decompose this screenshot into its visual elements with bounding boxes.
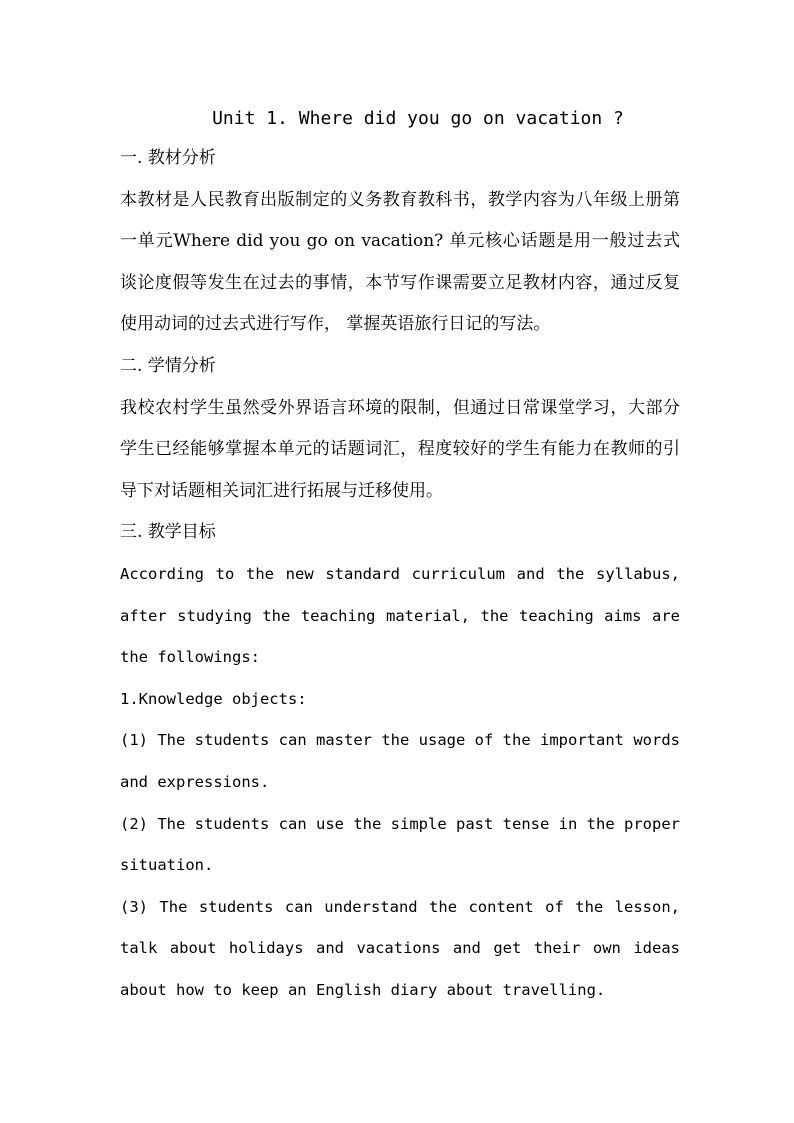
section-text-textbook-analysis: 本教材是人民教育出版制定的义务教育教科书，教学内容为八年级上册第一单元Where did you go on vacation? 单元核心话题是用一般过去式谈论度假等发生在过去的事情，本节写作课需要立足教材内容，通过反复使用动词的过去式进行写作， 掌握英语旅行日记的写法。 — [120, 189, 680, 335]
section-heading-teaching-aims: 三. 教学目标 — [120, 522, 216, 543]
knowledge-item-1: (1) The students can master the usage of the important words and expressions. — [120, 731, 680, 791]
teaching-aims-intro: According to the new standard curriculum and the syllabus, after studying the teaching material, the teaching aims are the followings: — [120, 564, 680, 667]
document-title: Unit 1. Where did you go on vacation ? — [212, 108, 624, 129]
section-text-student-analysis: 我校农村学生虽然受外界语言环境的限制，但通过日常课堂学习，大部分学生已经能够掌握本单元的话题词汇，程度较好的学生有能力在教师的引导下对话题相关词汇进行拓展与迁移使用。 — [120, 397, 680, 501]
knowledge-item-3: (3) The students can understand the content of the lesson, talk about holidays and vacations and get their own ideas about how to keep an English diary about travelling. — [120, 897, 680, 999]
section-heading-textbook-analysis: 一. 教材分析 — [120, 148, 216, 168]
section-heading-student-analysis: 二. 学情分析 — [120, 355, 216, 376]
document-body — [120, 100, 680, 1011]
knowledge-item-2: (2) The students can use the simple past tense in the proper situation. — [120, 814, 680, 875]
knowledge-objects-heading: 1.Knowledge objects: — [120, 689, 307, 708]
